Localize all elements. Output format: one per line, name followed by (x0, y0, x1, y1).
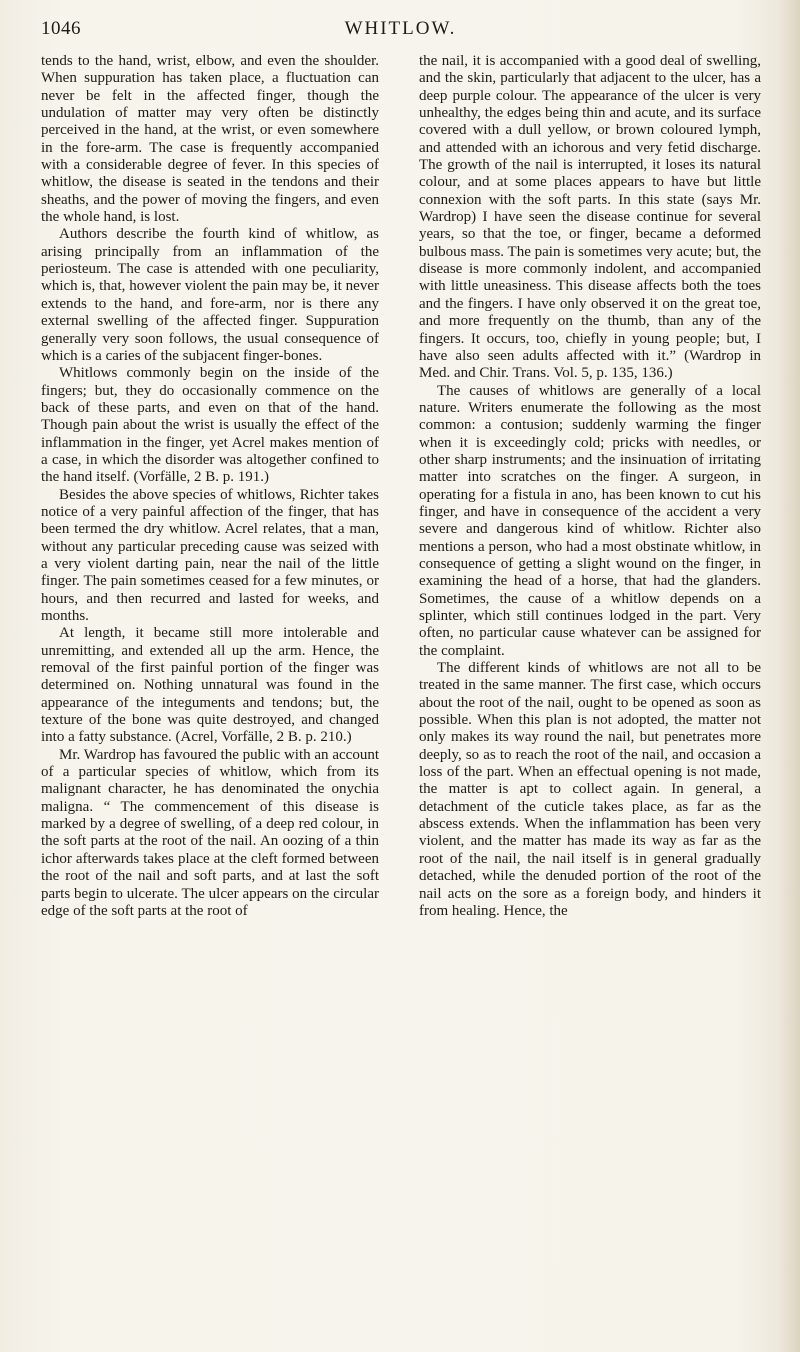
page-number: 1046 (41, 18, 81, 39)
running-head: WHITLOW. (344, 18, 457, 39)
paragraph: Besides the above species of whitlows, Richter takes notice of a very painful affection of the finger, that has been termed the dry whitlow. Acrel relates, that a man, without any particular preceding cause was seized with a very violent darting pain, near the nail of the little finger. The pain sometimes ceased for a few minutes, or hours, and then recurred and lasted for weeks, and months. (41, 486, 379, 624)
paragraph: At length, it became still more intolerable and unremitting, and extended all up the arm. Hence, the removal of the first painful portion of the finger was determined on. Nothing unnatural was found in the appearance of the integuments and tendons; but, the texture of the bone was quite destroyed, and changed into a fatty substance. (Acrel, Vorfälle, 2 B. p. 210.) (41, 625, 379, 746)
paragraph: Authors describe the fourth kind of whitlow, as arising principally from an inflammation of the periosteum. The case is attended with one peculiarity, which is, that, however violent the pain may be, it never extends to the hand, and fore-arm, nor is there any external swelling of the affected finger. Suppuration generally very soon follows, the usual consequence of which is a caries of the subjacent finger-bones. (41, 226, 379, 364)
page-edge-shadow (778, 0, 800, 1352)
paragraph: The causes of whitlows are generally of a local nature. Writers enumerate the following as the most common: a contusion; suddenly warming the finger when it is exceedingly cold; pricks with needles, or other sharp instruments; and the insinuation of irritating matter into scratches on the finger. A surgeon, in operating for a fistula in ano, has been known to cut his finger, and have in consequence of the accident a very severe and dangerous kind of whitlow. Richter also mentions a person, who had a most obstinate whitlow, in consequence of getting a slight wound on the finger, in examining the head of a horse, that had the glanders. Sometimes, the cause of a whitlow depends on a splinter, which still continues lodged in the part. Very often, no particular cause whatever can be assigned for the complaint. (419, 382, 761, 659)
paragraph: The different kinds of whitlows are not all to be treated in the same manner. The first case, which occurs about the root of the nail, ought to be opened as soon as possible. When this plan is not adopted, the matter not only makes its way round the nail, but penetrates more deeply, so as to reach the root of the nail, and occasion a loss of the part. When an effectual opening is not made, the matter is apt to collect again. In general, a detachment of the cuticle takes place, as far as the abscess extends. When the inflammation has been very violent, and the matter has made its way as far as the root of the nail, the nail itself is in general gradually detached, while the denuded portion of the root of the nail acts on the sore as a foreign body, and hinders it from healing. Hence, the (419, 660, 761, 919)
left-column (41, 53, 379, 920)
paragraph: Whitlows commonly begin on the inside of the fingers; but, they do occasionally commence on the back of these parts, and even on that of the hand. Though pain about the wrist is usually the effect of the inflammation in the finger, yet Acrel makes mention of a case, in which the disorder was altogether confined to the hand itself. (Vorfälle, 2 B. p. 191.) (41, 365, 379, 486)
page-header (41, 18, 760, 48)
paragraph: the nail, it is accompanied with a good deal of swelling, and the skin, particularly that adjacent to the ulcer, has a deep purple colour. The appearance of the ulcer is very unhealthy, the edges being thin and acute, and its surface covered with a dull yellow, or brown coloured lymph, and attended with an ichorous and very fetid discharge. The growth of the nail is interrupted, it loses its natural colour, and at some places appears to have but little connexion with the soft parts. In this state (says Mr. Wardrop) I have seen the disease continue for several years, so that the toe, or finger, became a deformed bulbous mass. The pain is sometimes very acute; but, the disease is more commonly indolent, and accompanied with little uneasiness. This disease affects both the toes and the fingers. I have only observed it on the great toe, and more frequently on the thumb, than any of the fingers. It occurs, too, chiefly in young people; but, I have also seen adults affected with it.” (Wardrop in Med. and Chir. Trans. Vol. 5, p. 135, 136.) (419, 53, 761, 382)
paragraph: Mr. Wardrop has favoured the public with an account of a particular species of whitlow, which from its malignant character, he has denominated the onychia maligna. “ The commencement of this disease is marked by a degree of swelling, of a deep red colour, in the soft parts at the root of the nail. An oozing of a thin ichor afterwards takes place at the cleft formed between the root of the nail and soft parts, and at last the soft parts begin to ulcerate. The ulcer appears on the circular edge of the soft parts at the root of (41, 746, 379, 919)
paragraph: tends to the hand, wrist, elbow, and even the shoulder. When suppuration has taken place, a fluctuation can never be felt in the affected finger, though the undulation of matter may very often be distinctly perceived in the hand, at the wrist, or even somewhere in the fore-arm. The case is frequently accompanied with a considerable degree of fever. In this species of whitlow, the disease is seated in the tendons and their sheaths, and the power of moving the fingers, and even the whole hand, is lost. (41, 53, 379, 226)
right-column (419, 53, 761, 920)
